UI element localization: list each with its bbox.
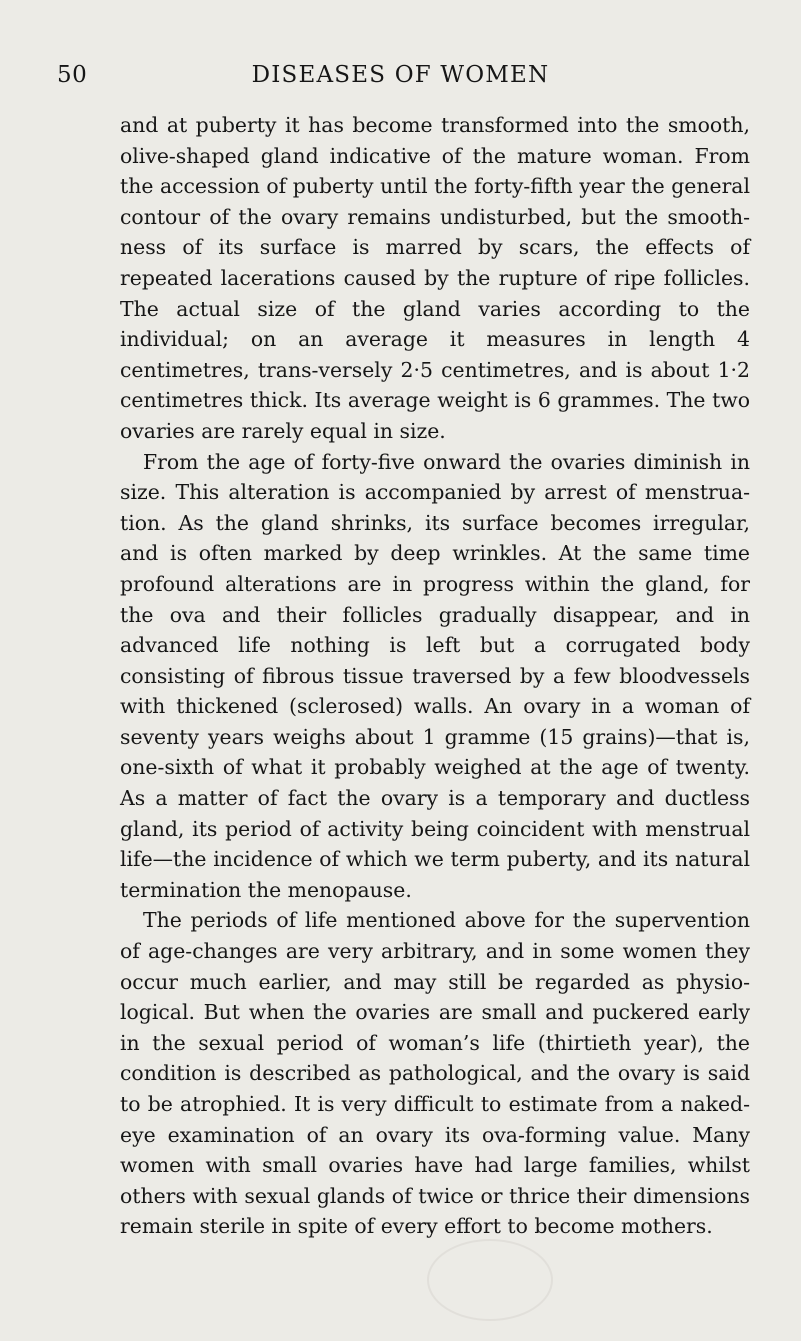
- library-stamp-mark: [400, 1230, 600, 1330]
- body-text: [120, 110, 750, 1242]
- paragraph-3: The periods of life mentioned above for the supervention of age-changes are very arbitrary, and in some women they occur much earlier, and may still be regarded as physio-logical. But when the ovaries are small and puckered early in the sexual period of woman’s life (thirtieth year), the condition is described as pathological, and the ovary is said to be atrophied. It is very difficult to estimate from a naked-eye examination of an ovary its ova-forming value. Many women with small ovaries have had large families, whilst others with sexual glands of twice or thrice their dimensions remain sterile in spite of every effort to become mothers.: [120, 908, 750, 1239]
- running-title: DISEASES OF WOMEN: [251, 62, 550, 88]
- paragraph-1: and at puberty it has become transformed into the smooth, olive-shaped gland indicative of the mature woman. From the accession of puberty until the forty-fifth year the general contour of the ovary remains undisturbed, but the smooth-ness of its surface is marred by scars, the effects of repeated lacerations caused by the rupture of ripe follicles. The actual size of the gland varies according to the individual; on an average it measures in length 4 centimetres, trans-versely 2·5 centimetres, and is about 1·2 centimetres thick. Its average weight is 6 grammes. The two ovaries are rarely equal in size.: [120, 113, 750, 443]
- page-number: 50: [57, 62, 88, 88]
- page-header: [0, 62, 801, 96]
- paragraph-2: From the age of forty-five onward the ovaries diminish in size. This alteration is accompanied by arrest of menstrua-tion. As the gland shrinks, its surface becomes irregular, and is often marked by deep wrinkles. At the same time profound alterations are in progress within the gland, for the ova and their follicles gradually disappear, and in advanced life nothing is left but a corrugated body consisting of fibrous tissue traversed by a few bloodvessels with thickened (sclerosed) walls. An ovary in a woman of seventy years weighs about 1 gramme (15 grains)—that is, one-sixth of what it probably weighed at the age of twenty. As a matter of fact the ovary is a temporary and ductless gland, its period of activity being coincident with menstrual life—the incidence of which we term puberty, and its natural termination the menopause.: [120, 449, 750, 902]
